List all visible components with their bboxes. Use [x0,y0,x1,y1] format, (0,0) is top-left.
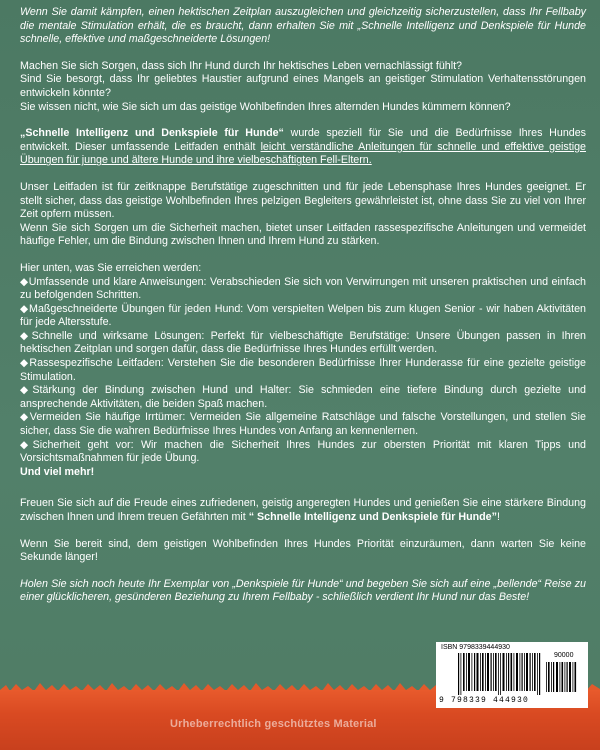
benefits-section [20,262,586,480]
diamond-bullet-icon: ◆ [20,275,29,288]
diamond-bullet-icon: ◆ [20,384,33,397]
benefits-heading: Hier unten, was Sie erreichen werden: [20,261,202,274]
ready-paragraph: Wenn Sie bereit sind, dem geistigen Wohlbefinden Ihres Hundes Priorität einzuräumen, dann warten Sie keine Sekunde länger! [20,537,586,564]
question-1: Machen Sie sich Sorgen, dass sich Ihr Hund durch Ihr hektisches Leben vernachlässigt fühlt? [20,59,462,72]
diamond-bullet-icon: ◆ [20,302,30,315]
benefit-item: ◆Sicherheit geht vor: Wir machen die Sicherheit Ihres Hundes zur obersten Priorität mit klaren Tipps und Vorsichtsmaßnahmen für jede Übung. [20,438,586,465]
question-3: Sie wissen nicht, wie Sie sich um das geistige Wohlbefinden Ihres alternden Hundes kümmern können? [20,100,511,113]
question-2: Sind Sie besorgt, dass Ihr geliebtes Haustier aufgrund eines Mangels an geistiger Stimulation Verhaltensstörungen entwickeln könnte? [20,73,586,99]
guide-paragraph [20,127,586,168]
guide-text: wurde speziell für Sie und die Bedürfnisse Ihres Hundes entwickelt. Dieser umfassende Leitfaden enthält [20,127,586,153]
diamond-bullet-icon: ◆ [20,329,32,342]
intro-paragraph: Wenn Sie damit kämpfen, einen hektischen Zeitplan auszugleichen und gleichzeitig sicherzustellen, dass Ihr Fellbaby die mentale Stimulation erhält, die es braucht, dann erhalten Sie mit „Schnelle Intelligenz und Denkspiele für Hunde schnelle, effektive und maßgeschneiderte Lösungen! [20,6,586,46]
barcode-digits: 9 798339 444930 [439,696,530,705]
book-title-emphasis: “ Schnelle Intelligenz und Denkspiele für Hunde” [248,511,497,523]
benefit-item: ◆Vermeiden Sie häufige Irrtümer: Vermeiden Sie allgemeine Ratschläge und falsche Vorstellungen, und stellen Sie sicher, dass Sie die wahren Bedürfnisse Ihres Hundes von Anfang an kennenlernen. [20,411,586,438]
questions-block [20,60,586,114]
diamond-bullet-icon: ◆ [20,438,33,451]
cover-text [20,6,586,618]
benefit-item: ◆Stärkung der Bindung zwischen Hund und Halter: Sie schmieden eine tiefere Bindung durch gezielte und ansprechende Aktivitäten, die beiden Spaß machen. [20,384,586,410]
guide-underlined-text: leicht verständliche Anleitungen für schnelle und effektive geistige Übungen für junge und ältere Hunde und ihre vielbeschäftigten Fell-Eltern. [20,140,586,167]
price-code: 90000 [554,652,574,659]
benefit-item: ◆Umfassende und klare Anweisungen: Verabschieden Sie sich von Verwirrungen mit unseren praktischen und einfach zu befolgenden Schritten. [20,275,586,302]
isbn-label: ISBN 9798339444930 [441,644,510,651]
copyright-watermark: Urheberrechtlich geschütztes Material [170,718,377,730]
and-more-text: Und viel mehr! [20,465,95,478]
benefit-item: ◆Rassespezifische Leitfaden: Verstehen Sie die besonderen Bedürfnisse Ihrer Hunderasse für eine gezielte geistige Stimulation. [20,357,586,383]
joy-paragraph: Freuen Sie sich auf die Freude eines zufriedenen, geistig angeregten Hundes und genießen Sie eine stärkere Bindung zwischen Ihnen und Ihrem treuen Gefährten mit “ Schnelle Intelligenz und Denkspiele für Hunde”! [20,497,586,523]
benefit-item: ◆Maßgeschneiderte Übungen für jeden Hund: Vom verspielten Welpen bis zum klugen Senior - wir haben Aktivitäten für jede Altersstufe. [20,302,586,329]
guide-paragraph-2: Unser Leitfaden ist für zeitknappe Berufstätige zugeschnitten und für jede Lebensphase Ihres Hundes geeignet. Er stellt sicher, dass das geistige Wohlbefinden Ihres pelzigen Begleiters gewährleistet ist, ohne dass Sie zu viel von Ihrer Zeit opfern müssen. [20,180,586,221]
diamond-bullet-icon: ◆ [20,411,30,424]
guide-title: „Schnelle Intelligenz und Denkspiele für Hunde“ [20,127,284,140]
diamond-bullet-icon: ◆ [20,357,30,370]
isbn-barcode [436,642,588,708]
call-to-action: Holen Sie sich noch heute Ihr Exemplar von „Denkspiele für Hunde“ und begeben Sie sich auf eine „bellende“ Reise zu einer glücklicheren, gesünderen Beziehung zu Ihrem Fellbaby - schließlich verdient Ihr Hund nur das Beste! [20,577,586,604]
guide-paragraph-3: Wenn Sie sich Sorgen um die Sicherheit machen, bietet unser Leitfaden rassespezifische Anleitungen und vermeidet häufige Fehler, um die Bindung zwischen Ihnen und Ihrem Hund zu stärken. [20,221,586,248]
guide-details [20,181,586,249]
benefit-item: ◆Schnelle und wirksame Lösungen: Perfekt für vielbeschäftigte Berufstätige: Unsere Übungen passen in Ihren hektischen Zeitplan und sorgen dafür, dass die Bedürfnisse Ihres Hundes erfüllt werden. [20,329,586,356]
